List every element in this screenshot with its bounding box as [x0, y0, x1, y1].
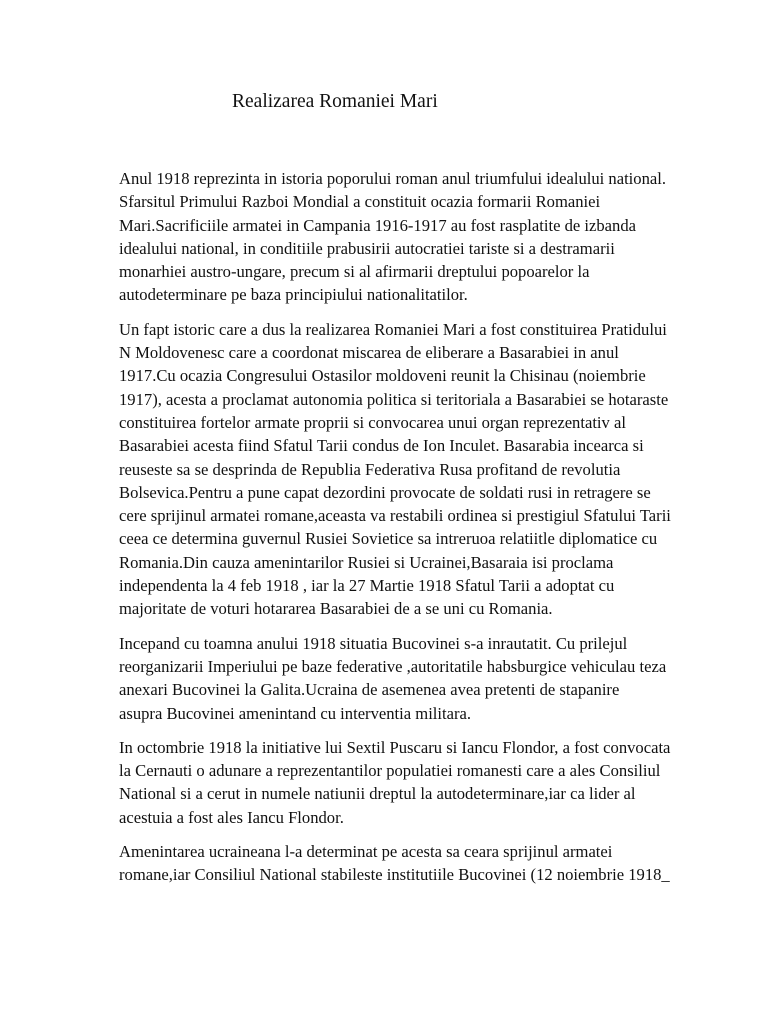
paragraph-2	[119, 318, 719, 621]
text-line: Basarabiei acesta fiind Sfatul Tarii condus de Ion Inculet. Basarabia incearca si	[119, 436, 644, 456]
text-line: anexari Bucovinei la Galita.Ucraina de asemenea avea pretenti de stapanire	[119, 680, 620, 700]
text-line: acestuia a fost ales Iancu Flondor.	[119, 807, 344, 827]
paragraph-3	[119, 632, 719, 725]
text-line: reorganizarii Imperiului pe baze federative ,autoritatile habsburgice vehiculau teza	[119, 656, 667, 676]
text-line: asupra Bucovinei amenintand cu interventia militara.	[119, 703, 472, 723]
text-line: autodeterminare pe baza principiului nationalitatilor.	[119, 285, 468, 305]
text-line: Amenintarea ucraineana l-a determinat pe acesta sa ceara sprijinul armatei	[119, 842, 613, 862]
text-line: idealului national, in conditiile prabusirii autocratiei tariste si a destramarii	[119, 238, 615, 258]
text-line: majoritate de voturi hotararea Basarabiei de a se uni cu Romania.	[119, 599, 553, 619]
document-body	[119, 167, 719, 898]
text-line: Sfarsitul Primului Razboi Mondial a constituit ocazia formarii Romaniei	[119, 192, 601, 212]
text-line: 1917.Cu ocazia Congresului Ostasilor moldoveni reunit la Chisinau (noiembrie	[119, 366, 646, 386]
text-line: National si a cerut in numele natiunii dreptul la autodeterminare,iar ca lider al	[119, 784, 636, 804]
paragraph-4	[119, 736, 719, 829]
text-line: la Cernauti o adunare a reprezentantilor populatiei romanesti care a ales Consiliul	[119, 761, 661, 781]
text-line: Romania.Din cauza amenintarilor Rusiei si Ucrainei,Basaraia isi proclama	[119, 552, 614, 572]
text-line: reuseste sa se desprinda de Republia Federativa Rusa profitand de revolutia	[119, 459, 621, 479]
text-line: romane,iar Consiliul National stabileste institutiile Bucovinei (12 noiembrie 1918_	[119, 865, 670, 885]
text-line: constituirea fortelor armate proprii si convocarea unui organ reprezentativ al	[119, 412, 626, 432]
text-line: cere sprijinul armatei romane,aceasta va restabili ordinea si prestigiul Sfatului Tarii	[119, 506, 671, 526]
text-line: Incepand cu toamna anului 1918 situatia Bucovinei s-a inrautatit. Cu prilejul	[119, 633, 628, 653]
text-line: independenta la 4 feb 1918 , iar la 27 Martie 1918 Sfatul Tarii a adoptat cu	[119, 576, 615, 596]
text-line: Bolsevica.Pentru a pune capat dezordini provocate de soldati rusi in retragere se	[119, 482, 651, 502]
text-line: In octombrie 1918 la initiative lui Sextil Puscaru si Iancu Flondor, a fost convocata	[119, 737, 671, 757]
text-line: monarhiei austro-ungare, precum si al afirmarii dreptului popoarelor la	[119, 262, 590, 282]
text-line: N Moldovenesc care a coordonat miscarea de eliberare a Basarabiei in anul	[119, 343, 619, 363]
text-line: 1917), acesta a proclamat autonomia politica si teritoriala a Basarabiei se hotaraste	[119, 389, 669, 409]
text-line: ceea ce determina guvernul Rusiei Sovietice sa intreruoa relatiitle diplomatice cu	[119, 529, 658, 549]
text-line: Anul 1918 reprezinta in istoria poporului roman anul triumfului idealului national.	[119, 169, 667, 188]
document-title: Realizarea Romaniei Mari	[232, 91, 438, 112]
text-line: Mari.Sacrificiile armatei in Campania 1916-1917 au fost rasplatite de izbanda	[119, 215, 636, 235]
text-line: Un fapt istoric care a dus la realizarea Romaniei Mari a fost constituirea Pratidului	[119, 319, 667, 339]
paragraph-1	[119, 167, 719, 307]
paragraph-5	[119, 840, 719, 887]
